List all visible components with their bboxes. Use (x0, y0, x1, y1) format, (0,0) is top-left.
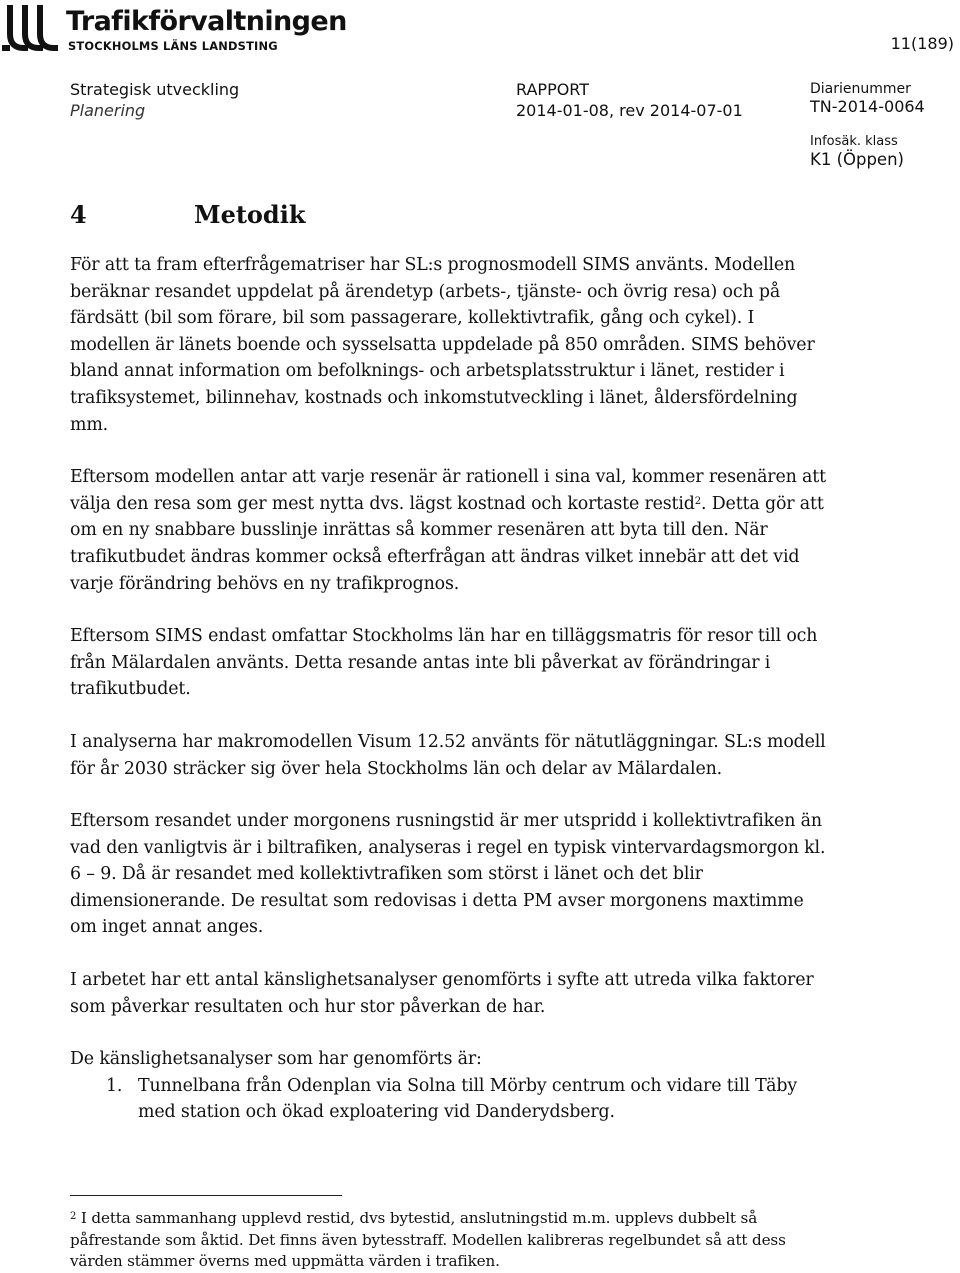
classification-value: K1 (Öppen) (810, 150, 904, 169)
paragraph-7: De känslighetsanalyser som har genomförts är: (70, 1049, 482, 1070)
footnote-number: 2 (70, 1211, 77, 1222)
diarienummer-value: TN-2014-0064 (810, 97, 925, 116)
footnote-separator (70, 1195, 342, 1196)
paragraph-4: I analyserna har makromodellen Visum 12.52 använts för nätutläggningar. SL:s modell för år 2030 sträcker sig över hela Stockholms län och delar av Mälardalen. (70, 731, 826, 779)
logo-mark-icon (2, 4, 60, 52)
organization-logo (2, 4, 347, 53)
list-item (70, 1073, 830, 1126)
footnote-text: I detta sammanhang upplevd restid, dvs bytestid, anslutningstid m.m. upplevs dubbelt så påfrestande som åktid. Det finns även bytesstraff. Modellen kalibreras regelbundet så att dess värden stämmer överns med uppmätta värden i trafiken. (70, 1209, 786, 1270)
list-item-marker: 1. (106, 1075, 123, 1096)
section-number: 4 (70, 200, 87, 229)
section-heading (70, 200, 305, 229)
paragraph-1: För att ta fram efterfrågematriser har SL:s prognosmodell SIMS använts. Modellen beräknar resandet uppdelat på ärendetyp (arbets-, tjänste- och övrig resa) och på färdsätt (bil som förare, bil som passagerare, kollektivtrafik, gång och cykel). I modellen är länets boende och sysselsatta uppdelade på 850 områden. SIMS behöver bland annat information om befolknings- och arbetsplatsstruktur i länet, restider i trafiksystemet, bilinnehav, kostnads och inkomstutveckling i länet, åldersfördelning mm. (70, 255, 815, 435)
logo-subtitle: STOCKHOLMS LÄNS LANDSTING (68, 39, 278, 53)
section-title: Metodik (194, 200, 306, 229)
paragraph-6: I arbetet har ett antal känslighetsanalyser genomförts i syfte att utreda vilka faktorer som påverkar resultaten och hur stor påverkan de har. (70, 970, 814, 1017)
footnote (70, 1208, 830, 1273)
body-text (70, 252, 830, 1126)
logo-wordmark: Trafikförvaltningen (66, 6, 347, 37)
paragraph-3: Eftersom SIMS endast omfattar Stockholms län har en tilläggsmatris för resor till och från Mälardalen använts. Detta resande antas inte bli påverkat av förändringar i trafikutbudet. (70, 626, 818, 700)
department-label: Strategisk utveckling (70, 80, 240, 99)
page-number: 11(189) (890, 34, 954, 53)
document-date: 2014-01-08, rev 2014-07-01 (516, 101, 743, 120)
list-item-text: Tunnelbana från Odenplan via Solna till Mörby centrum och vidare till Täby med station och ökad exploatering vid Danderydsberg. (138, 1075, 798, 1123)
paragraph-5: Eftersom resandet under morgonens rusningstid är mer utspridd i kollektivtrafiken än vad den vanligtvis är i biltrafiken, analyseras i regel en typisk vintervardagsmorgon kl. 6 – 9. Då är resandet med kollektivtrafiken som störst i länet och det blir dimensionerande. De resultat som redovisas i detta PM avser morgonens maxtimme om inget annat anges. (70, 811, 826, 938)
classification-label: Infosäk. klass (810, 134, 898, 149)
diarienummer-label: Diarienummer (810, 81, 911, 97)
paragraph-2-text-b: . Detta gör att om en ny snabbare busslinje inrättas så kommer resenären att byta till den. När trafikutbudet ändras kommer också efterfrågan att ändras vilket innebär att det vid varje förändring behövs en ny trafikprognos. (70, 493, 824, 594)
sensitivity-analysis-list (70, 1073, 830, 1126)
unit-label: Planering (70, 101, 146, 120)
paragraph-2-text-a: Eftersom modellen antar att varje resenär är rationell i sina val, kommer resenären att välja den resa som ger mest nytta dvs. lägst kostnad och kortaste restid (70, 467, 826, 514)
document-type: RAPPORT (516, 80, 590, 99)
footnote-reference[interactable]: 2 (694, 495, 701, 507)
paragraph-2 (70, 464, 830, 597)
